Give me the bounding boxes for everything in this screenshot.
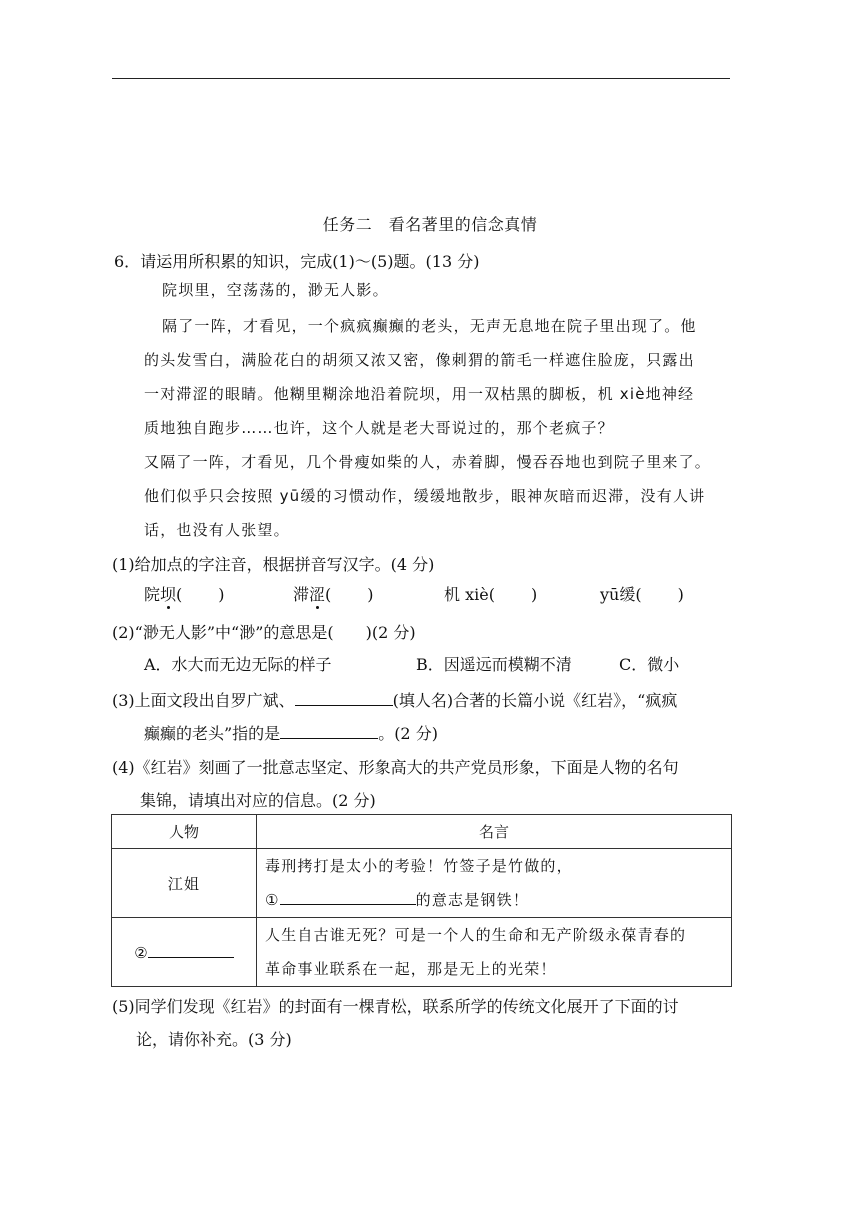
q1-prompt: (1)给加点的字注音，根据拼音写汉字。(4 分) — [112, 555, 435, 574]
q1-item-1-close: ) — [218, 585, 225, 604]
quote-text: 的意志是钢铁！ — [415, 891, 530, 909]
q3-text: (3)上面文段出自罗广斌、 — [112, 691, 295, 710]
table-quote-cell — [257, 849, 732, 918]
passage-line: 隔了一阵，才看见，一个疯疯癫癫的老头，无声无息地在院子里出现了。他 — [162, 317, 697, 335]
q1-item-2-char: 滞 — [293, 585, 310, 604]
q2-option-a[interactable]: A．水大而无边无际的样子 — [144, 655, 332, 674]
table-person-cell — [112, 918, 257, 987]
table-person-cell: 江姐 — [112, 849, 257, 918]
passage-line: 话，也没有人张望。 — [144, 521, 290, 539]
q3-blank-old-man[interactable] — [280, 724, 378, 739]
q1-item-4-text: yū缓( — [600, 585, 642, 604]
table-header-quote: 名言 — [257, 815, 732, 849]
q1-item-1 — [144, 582, 225, 605]
table-quote-cell — [257, 918, 732, 987]
q2-option-c[interactable]: C．微小 — [619, 655, 680, 674]
passage-line: 院坝里，空荡荡的，渺无人影。 — [162, 281, 389, 299]
passage-line: 他们似乎只会按照 yū缓的习惯动作，缓缓地散步，眼神灰暗而迟滞，没有人讲 — [144, 487, 706, 505]
section-title: 任务二 看名著里的信念真情 — [322, 215, 538, 234]
q1-item-2 — [293, 582, 374, 605]
blank-marker: ② — [134, 943, 148, 962]
q1-item-4 — [600, 582, 684, 605]
blank-marker: ① — [265, 891, 280, 909]
quote-blank-1[interactable] — [280, 890, 416, 905]
q3-line-2 — [144, 721, 438, 744]
q1-item-2-open: ( — [325, 585, 332, 604]
table-row — [112, 918, 732, 987]
q3-blank-author[interactable] — [295, 691, 393, 706]
q3-line-1 — [112, 688, 677, 711]
q5-line-1: (5)同学们发现《红岩》的封面有一棵青松，联系所学的传统文化展开了下面的讨 — [112, 997, 679, 1016]
q3-text: 。(2 分) — [378, 724, 438, 743]
q4-line-2: 集锦，请填出对应的信息。(2 分) — [140, 791, 376, 810]
q1-item-1-open: ( — [176, 585, 183, 604]
table-header-row — [112, 815, 732, 849]
quote-line: 毒刑拷打是太小的考验！竹签子是竹做的， — [265, 857, 573, 875]
passage-line: 的头发雪白，满脸花白的胡须又浓又密，像刺猬的箭毛一样遮住脸庞，只露出 — [144, 351, 695, 369]
quote-line: 革命事业联系在一起，那是无上的光荣！ — [265, 960, 557, 978]
q1-item-3-close: ) — [530, 585, 538, 604]
passage-line: 一对滞涩的眼睛。他糊里糊涂地沿着院坝，用一双枯黑的脚板，机 xiè地神经 — [144, 385, 695, 403]
quote-line — [265, 883, 731, 917]
passage-line: 质地独自跑步……也许，这个人就是老大哥说过的，那个老疯子？ — [144, 419, 614, 437]
table-header-person: 人物 — [112, 815, 257, 849]
q4-line-1: (4)《红岩》刻画了一批意志坚定、形象高大的共产党员形象，下面是人物的名句 — [112, 758, 679, 777]
quote-table — [111, 814, 732, 987]
passage-line: 又隔了一阵，才看见，几个骨瘦如柴的人，赤着脚，慢吞吞地也到院子里来了。 — [144, 453, 712, 471]
header-rule — [112, 78, 730, 79]
person-blank-2[interactable] — [148, 943, 234, 958]
q5-line-2: 论，请你补充。(3 分) — [136, 1030, 292, 1049]
q1-item-1-char: 院 — [144, 585, 161, 604]
q2-prompt: (2)“渺无人影”中“渺”的意思是( )(2 分) — [112, 623, 416, 642]
table-row — [112, 849, 732, 918]
q3-text: 癫癫的老头”指的是 — [144, 724, 281, 743]
quote-line: 人生自古谁无死？可是一个人的生命和无产阶级永葆青春的 — [265, 926, 687, 944]
q1-item-3-text: 机 xiè( — [444, 585, 495, 604]
question-text: 请运用所积累的知识，完成(1)～(5)题。(13 分) — [140, 252, 480, 271]
q3-text: (填人名)合著的长篇小说《红岩》，“疯疯 — [392, 691, 678, 710]
q1-item-2-close: ) — [367, 585, 374, 604]
q1-item-4-close: ) — [677, 585, 684, 604]
q1-item-3 — [444, 582, 537, 605]
question-number: 6． — [114, 252, 141, 271]
q1-item-1-dotted-char: 坝 — [160, 585, 177, 604]
q2-option-b[interactable]: B．因遥远而模糊不清 — [416, 655, 572, 674]
question-prompt — [114, 249, 479, 272]
q1-item-2-dotted-char: 涩 — [309, 585, 326, 604]
